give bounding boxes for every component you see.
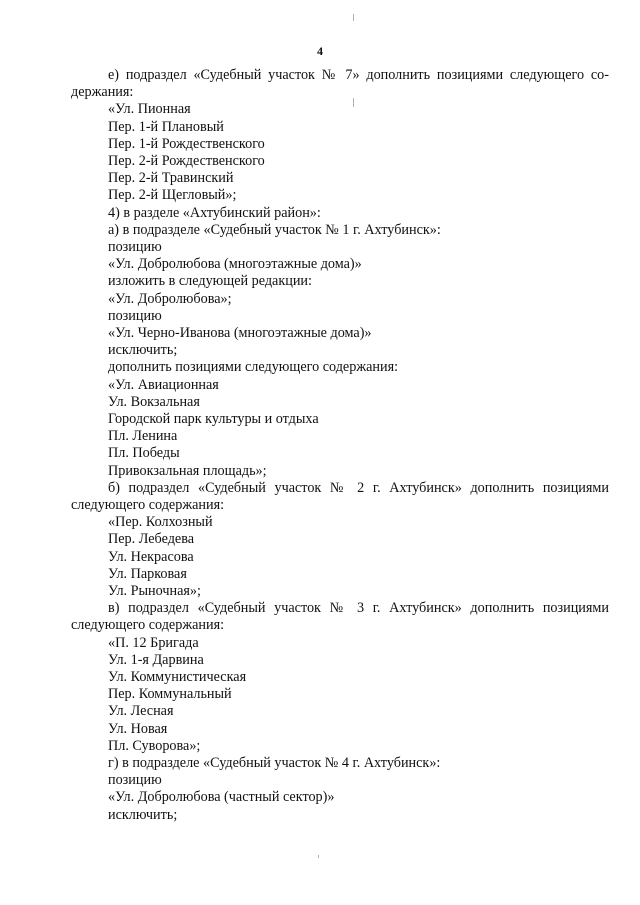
text-line: Пер. Лебедева <box>108 531 195 548</box>
text-line: Пер. 1-й Рождественского <box>108 135 265 152</box>
text-line: Пер. 1-й Плановый <box>108 118 224 135</box>
text-line: а) в подразделе «Судебный участок № 1 г. Ахтубинск»: <box>108 221 441 238</box>
text-line: «Ул. Добролюбова (частный сектор)» <box>108 789 335 806</box>
text-line: Пер. 2-й Травинский <box>108 170 234 187</box>
text-line: изложить в следующей редакции: <box>108 273 312 290</box>
text-line: «Ул. Авиационная <box>108 376 219 393</box>
text-line: Пл. Суворова»; <box>108 737 201 754</box>
text-line: «Ул. Пионная <box>108 101 191 118</box>
text-line: позицию <box>108 307 162 324</box>
text-line: «Ул. Добролюбова (многоэтажные дома)» <box>108 256 362 273</box>
text-line: следующего содержания: <box>71 617 225 634</box>
text-line: Пер. Коммунальный <box>108 686 232 703</box>
text-line: следующего содержания: <box>71 497 225 513</box>
text-line: е) подраздел «Судебный участок № 7» дополнить позициями следующего со- <box>108 67 609 83</box>
text-line: Ул. Некрасова <box>108 548 194 565</box>
scan-speck <box>353 14 354 21</box>
text-line: Ул. Лесная <box>108 703 174 720</box>
text-line: позицию <box>108 772 162 789</box>
scan-speck <box>318 855 319 858</box>
text-line: Ул. Вокзальная <box>108 393 200 410</box>
text-line: Пл. Ленина <box>108 428 178 445</box>
text-line: Ул. Новая <box>108 720 168 737</box>
text-line: Привокзальная площадь»; <box>108 462 267 479</box>
text-line: позицию <box>108 239 162 255</box>
text-line: «П. 12 Бригада <box>108 634 199 651</box>
page-number: 4 <box>317 44 323 58</box>
text-line: 4) в разделе «Ахтубинский район»: <box>108 204 321 221</box>
text-line: Пл. Победы <box>108 445 180 462</box>
text-line: «Пер. Колхозный <box>108 514 213 531</box>
text-line: Ул. Парковая <box>108 565 187 582</box>
text-line: исключить; <box>108 806 178 823</box>
text-line: Пер. 2-й Рождественского <box>108 153 265 169</box>
text-line: г) в подразделе «Судебный участок № 4 г. Ахтубинск»: <box>108 755 441 771</box>
scan-speck <box>353 98 354 107</box>
text-line: Пер. 2-й Щегловый»; <box>108 187 237 204</box>
text-line: Городской парк культуры и отдыха <box>108 411 319 427</box>
text-line: Ул. Рыночная»; <box>108 583 201 599</box>
text-line: б) подраздел «Судебный участок № 2 г. Ахтубинск» дополнить позициями <box>108 479 609 496</box>
text-line: «Ул. Добролюбова»; <box>108 290 232 307</box>
text-line: Ул. Коммунистическая <box>108 669 247 685</box>
text-line: дополнить позициями следующего содержания: <box>108 359 399 376</box>
text-line: держания: <box>71 84 134 101</box>
text-line: «Ул. Черно-Иванова (многоэтажные дома)» <box>108 325 372 341</box>
text-line: исключить; <box>108 342 178 359</box>
text-line: в) подраздел «Судебный участок № 3 г. Ахтубинск» дополнить позициями <box>108 600 609 617</box>
text-line: Ул. 1-я Дарвина <box>108 651 204 668</box>
